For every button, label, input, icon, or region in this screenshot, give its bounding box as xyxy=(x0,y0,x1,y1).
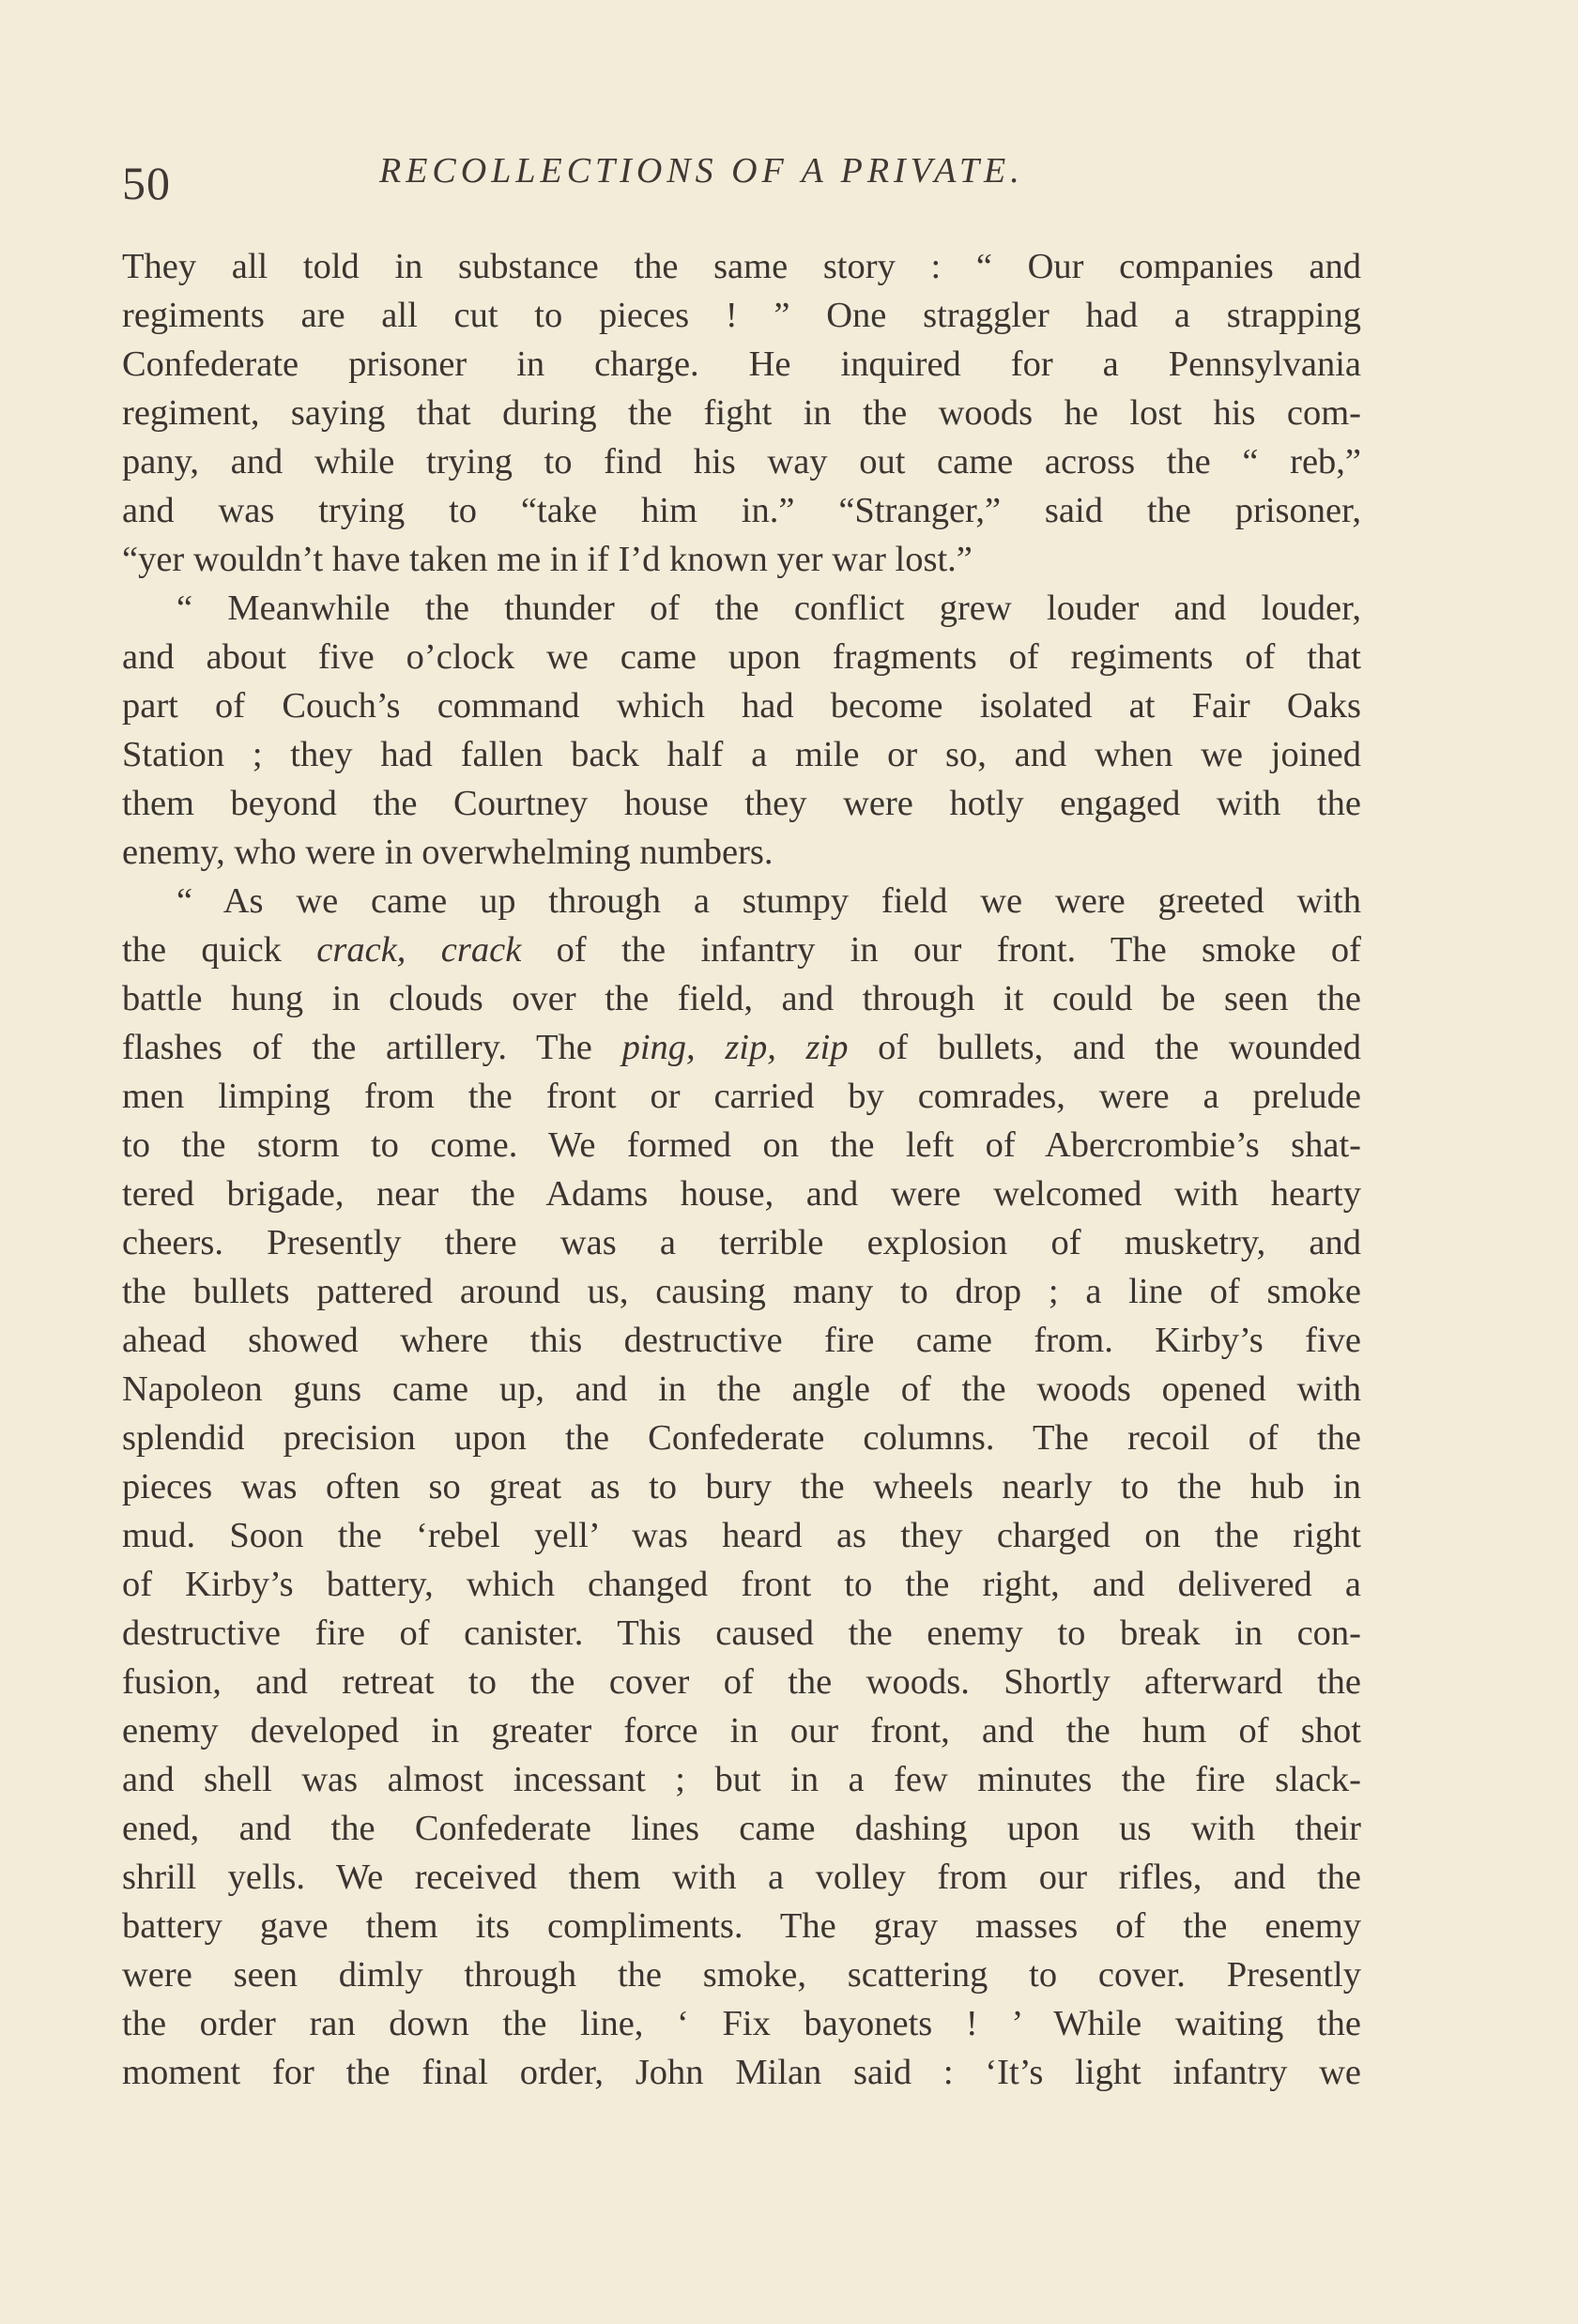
text-line: enemy developed in greater force in our front, and the hum of shot xyxy=(122,1711,1361,1751)
text-line: “yer wouldn’t have taken me in if I’d known yer war lost.” xyxy=(122,540,973,579)
text-line xyxy=(122,1023,1361,1072)
text-segment: the quick xyxy=(122,930,317,970)
text-segment: flashes of the artillery. The xyxy=(122,1028,622,1067)
text-line: of Kirby’s battery, which changed front to the right, and delivered a xyxy=(122,1565,1361,1604)
text-line: battery gave them its compliments. The gray masses of the enemy xyxy=(122,1906,1361,1946)
text-line: battle hung in clouds over the field, and through it could be seen the xyxy=(122,979,1361,1018)
text-line: cheers. Presently there was a terrible explosion of musketry, and xyxy=(122,1223,1361,1262)
text-line: splendid precision upon the Confederate columns. The recoil of the xyxy=(122,1418,1361,1458)
text-line: ened, and the Confederate lines came dashing upon us with their xyxy=(122,1809,1361,1848)
text-line: to the storm to come. We formed on the left of Abercrombie’s shat- xyxy=(122,1125,1361,1165)
body-text xyxy=(122,242,1361,2097)
text-line: and shell was almost incessant ; but in a few minutes the fire slack- xyxy=(122,1760,1361,1799)
text-line: ahead showed where this destructive fire came from. Kirby’s five xyxy=(122,1321,1361,1360)
text-line: enemy, who were in overwhelming numbers. xyxy=(122,833,774,872)
text-line: destructive fire of canister. This caused the enemy to break in con- xyxy=(122,1613,1361,1653)
text-line: moment for the final order, John Milan said : ‘It’s light infantry we xyxy=(122,2053,1361,2092)
text-line: mud. Soon the ‘rebel yell’ was heard as they charged on the right xyxy=(122,1516,1361,1555)
text-line: the bullets pattered around us, causing many to drop ; a line of smoke xyxy=(122,1272,1361,1311)
text-line: pieces was often so great as to bury the wheels nearly to the hub in xyxy=(122,1467,1361,1506)
text-line: and was trying to “take him in.” “Stranger,” said the prisoner, xyxy=(122,491,1361,530)
text-line: Napoleon guns came up, and in the angle of the woods opened with xyxy=(122,1369,1361,1409)
text-line: Confederate prisoner in charge. He inquired for a Pennsylvania xyxy=(122,344,1361,384)
text-line: They all told in substance the same story : “ Our companies and xyxy=(122,247,1361,286)
text-line: “ As we came up through a stumpy field we were greeted with xyxy=(176,881,1361,921)
running-head: RECOLLECTIONS OF A PRIVATE. xyxy=(379,151,1024,191)
text-line: were seen dimly through the smoke, scattering to cover. Presently xyxy=(122,1955,1361,1995)
text-line: pany, and while trying to find his way out came across the “ reb,” xyxy=(122,442,1361,482)
text-line: regiment, saying that during the fight in the woods he lost his com- xyxy=(122,393,1361,433)
text-line: “ Meanwhile the thunder of the conflict grew louder and louder, xyxy=(176,589,1361,628)
text-line: and about five o’clock we came upon fragments of regiments of that xyxy=(122,637,1361,677)
text-line: the order ran down the line, ‘ Fix bayonets ! ’ While waiting the xyxy=(122,2004,1361,2043)
text-line xyxy=(122,925,1361,974)
text-line: shrill yells. We received them with a volley from our rifles, and the xyxy=(122,1858,1361,1897)
text-line: part of Couch’s command which had become isolated at Fair Oaks xyxy=(122,686,1361,726)
text-line: them beyond the Courtney house they were hotly engaged with the xyxy=(122,784,1361,823)
text-line: Station ; they had fallen back half a mile or so, and when we joined xyxy=(122,735,1361,774)
page-number: 50 xyxy=(122,157,171,209)
text-line: tered brigade, near the Adams house, and were welcomed with hearty xyxy=(122,1174,1361,1214)
italic-phrase: ping, zip, zip xyxy=(621,1028,849,1067)
text-line: men limping from the front or carried by comrades, were a prelude xyxy=(122,1077,1361,1116)
text-line: regiments are all cut to pieces ! ” One straggler had a strapping xyxy=(122,296,1361,335)
text-segment: of the infantry in our front. The smoke of xyxy=(521,930,1361,970)
italic-phrase: crack, crack xyxy=(316,930,522,970)
text-segment: of bullets, and the wounded xyxy=(848,1028,1362,1067)
text-line: fusion, and retreat to the cover of the woods. Shortly afterward the xyxy=(122,1662,1361,1702)
